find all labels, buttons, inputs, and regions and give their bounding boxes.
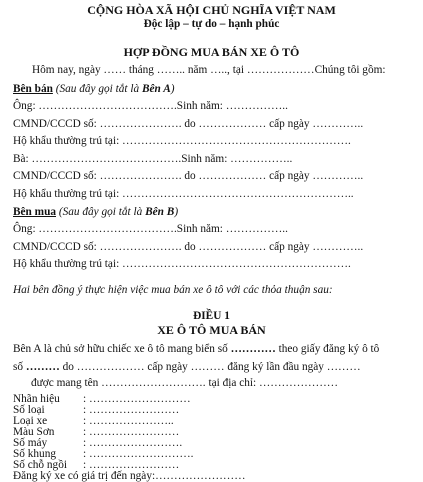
vehicle-field-value: : …………………… (83, 404, 180, 416)
buyer-line-1: Ông: ……………………………….Sinh năm: …………….. (13, 223, 288, 235)
seller-heading-note: (Sau đây gọi tắt là Bên A) (52, 83, 175, 95)
contract-title: HỢP ĐỒNG MUA BÁN XE Ô TÔ (123, 45, 300, 59)
article-paragraph-2: số ……… do ……………… cấp ngày ……… đăng ký lần đầu ngày ……… (13, 361, 361, 373)
vehicle-field-label: Số máy (13, 437, 48, 449)
article-paragraph-3: được mang tên ………………………. tại địa chỉ: ………………… (31, 377, 339, 389)
vehicle-field-value: : …………………… (83, 426, 180, 438)
vehicle-field-label: Màu Sơn (13, 426, 55, 438)
agreement-line: Hai bên đồng ý thực hiện việc mua bán xe ô tô với các thỏa thuận sau: (13, 284, 333, 296)
vehicle-field-label: Nhãn hiệu (13, 393, 60, 405)
vehicle-field-label: Số khung (13, 448, 56, 460)
seller-line-1: Ông: ……………………………….Sinh năm: …………….. (13, 100, 288, 112)
vehicle-field-value: : ………………………. (83, 448, 194, 460)
article-number: ĐIỀU 1 (193, 310, 230, 322)
national-motto: Độc lập – tự do – hạnh phúc (143, 18, 280, 30)
seller-heading-label: Bên bán (13, 83, 53, 95)
buyer-heading (13, 205, 178, 219)
seller-line-3: Hộ khẩu thường trú tại: ……………………………………………………. (13, 135, 351, 147)
buyer-line-2: CMND/CCCD số: …………………. do ……………… cấp ngày ………….. (13, 241, 364, 253)
vehicle-field-value: : …………………… (83, 459, 180, 471)
seller-line-6: Hộ khẩu thường trú tại: …………………………………………………….. (13, 188, 354, 200)
buyer-heading-note: (Sau đây gọi tắt là Bên B) (56, 206, 179, 218)
seller-heading (13, 82, 175, 96)
vehicle-field-label: Số chỗ ngồi (13, 459, 67, 471)
buyer-heading-label: Bên mua (13, 206, 56, 218)
seller-line-5: CMND/CCCD số: …………………. do ……………… cấp ngày ………….. (13, 170, 364, 182)
vehicle-field-label: Loại xe (13, 415, 48, 427)
article-title: XE Ô TÔ MUA BÁN (157, 323, 266, 337)
seller-line-2: CMND/CCCD số: …………………. do ……………… cấp ngày ………….. (13, 118, 364, 130)
national-title: CỘNG HÒA XÃ HỘI CHỦ NGHĨA VIỆT NAM (87, 3, 336, 17)
vehicle-field-label: Số loại (13, 404, 45, 416)
registration-validity: Đăng ký xe có giá trị đến ngày:…………………… (13, 470, 246, 482)
vehicle-field-value: : ………………….. (83, 415, 174, 427)
vehicle-field-value: : ……………………. (83, 437, 183, 449)
article-paragraph-1: Bên A là chủ sở hữu chiếc xe ô tô mang biển số ………… theo giấy đăng ký ô tô (13, 343, 380, 355)
buyer-line-3: Hộ khẩu thường trú tại: ……………………………………………………. (13, 258, 351, 270)
intro-line: Hôm nay, ngày …… tháng …….. năm ….., tại ………………Chúng tôi gồm: (32, 64, 386, 76)
vehicle-field-value: : ……………………… (83, 393, 191, 405)
seller-line-4: Bà: ………………………………….Sinh năm: …………….. (13, 153, 293, 165)
